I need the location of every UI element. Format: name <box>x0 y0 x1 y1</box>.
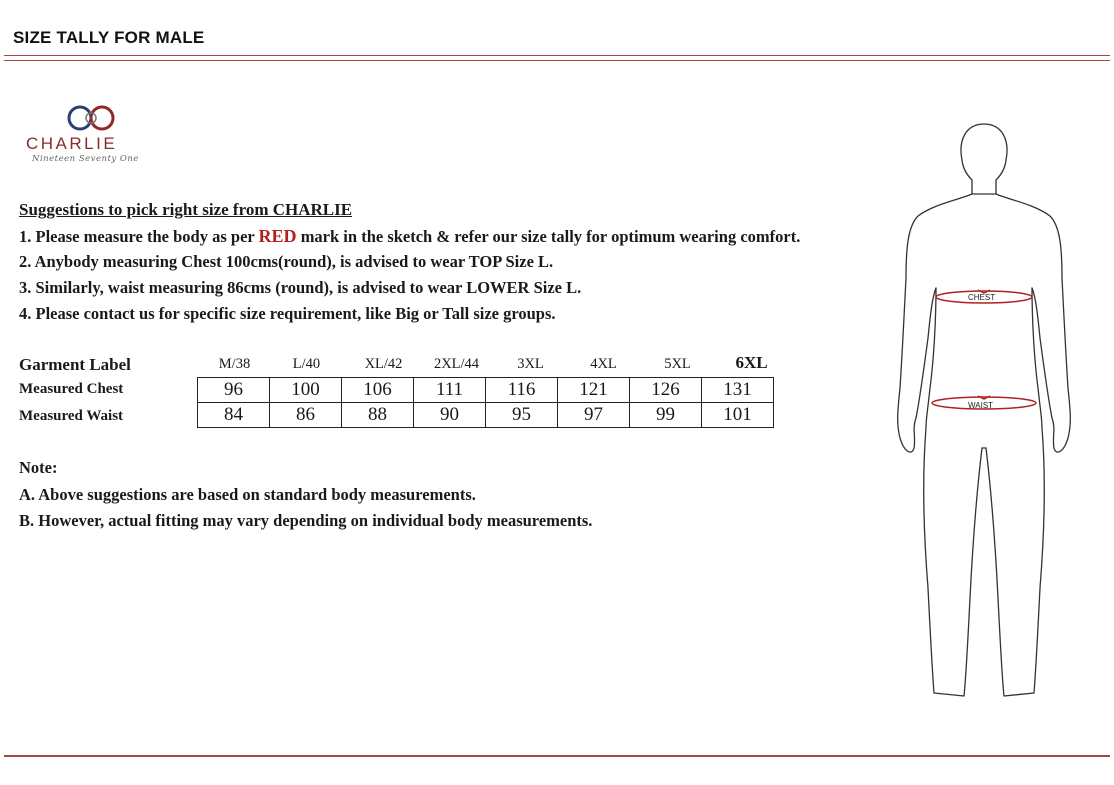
table-row-waist <box>198 403 774 428</box>
size-header-m38: M/38 <box>218 356 251 372</box>
suggestion-4: 4. Please contact us for specific size requirement, like Big or Tall size groups. <box>19 304 556 323</box>
waist-cell: 88 <box>342 403 414 428</box>
size-header-l40: L/40 <box>292 356 321 372</box>
size-header-5xl: 5XL <box>664 356 691 372</box>
page-title: SIZE TALLY FOR MALE <box>13 28 205 47</box>
brand-name: CHARLIE <box>26 134 118 153</box>
chest-cell: 126 <box>630 378 702 403</box>
garment-label-heading: Garment Label <box>19 355 131 374</box>
chest-cell: 100 <box>270 378 342 403</box>
waist-cell: 86 <box>270 403 342 428</box>
header-rule <box>4 55 1110 56</box>
waist-cell: 95 <box>486 403 558 428</box>
chest-cell: 111 <box>414 378 486 403</box>
suggestions-heading: Suggestions to pick right size from CHARLIE <box>19 200 353 219</box>
chest-cell: 121 <box>558 378 630 403</box>
suggestion-1-highlight: RED <box>258 226 297 246</box>
waist-measure <box>932 396 1036 410</box>
suggestion-2: 2. Anybody measuring Chest 100cms(round), is advised to wear TOP Size L. <box>19 252 554 271</box>
size-header-6xl: 6XL <box>735 353 768 372</box>
logo-rings-icon <box>62 104 122 134</box>
note-b: B. However, actual fitting may vary depending on individual body measurements. <box>19 511 593 530</box>
waist-label: WAIST <box>968 401 994 410</box>
footer-rule <box>4 755 1110 757</box>
chest-cell: 106 <box>342 378 414 403</box>
brand-logo <box>22 104 162 168</box>
chest-cell: 131 <box>702 378 774 403</box>
size-header-2xl44: 2XL/44 <box>433 356 480 372</box>
suggestion-1-prefix: 1. Please measure the body as per <box>19 227 259 246</box>
body-sketch <box>886 118 1086 718</box>
row-label-waist: Measured Waist <box>19 408 124 424</box>
note-a: A. Above suggestions are based on standard body measurements. <box>19 485 476 504</box>
chest-cell: 96 <box>198 378 270 403</box>
waist-cell: 97 <box>558 403 630 428</box>
waist-cell: 90 <box>414 403 486 428</box>
suggestion-3: 3. Similarly, waist measuring 86cms (round), is advised to wear LOWER Size L. <box>19 278 582 297</box>
table-row-chest <box>198 378 774 403</box>
header-rule-secondary <box>4 60 1110 61</box>
row-label-chest: Measured Chest <box>19 381 124 397</box>
body-outline <box>898 124 1071 696</box>
size-header-xl42: XL/42 <box>364 356 403 372</box>
chest-cell: 116 <box>486 378 558 403</box>
waist-cell: 84 <box>198 403 270 428</box>
size-header-3xl: 3XL <box>517 356 544 372</box>
size-tally-table <box>197 377 774 428</box>
waist-cell: 99 <box>630 403 702 428</box>
waist-cell: 101 <box>702 403 774 428</box>
brand-tagline: Nineteen Seventy One <box>32 154 139 164</box>
size-header-4xl: 4XL <box>590 356 617 372</box>
chest-label: CHEST <box>968 293 996 302</box>
suggestion-1-suffix: mark in the sketch & refer our size tally for optimum wearing comfort. <box>296 227 801 246</box>
chest-measure <box>936 290 1032 303</box>
suggestion-1 <box>19 226 800 247</box>
note-heading: Note: <box>19 458 58 477</box>
